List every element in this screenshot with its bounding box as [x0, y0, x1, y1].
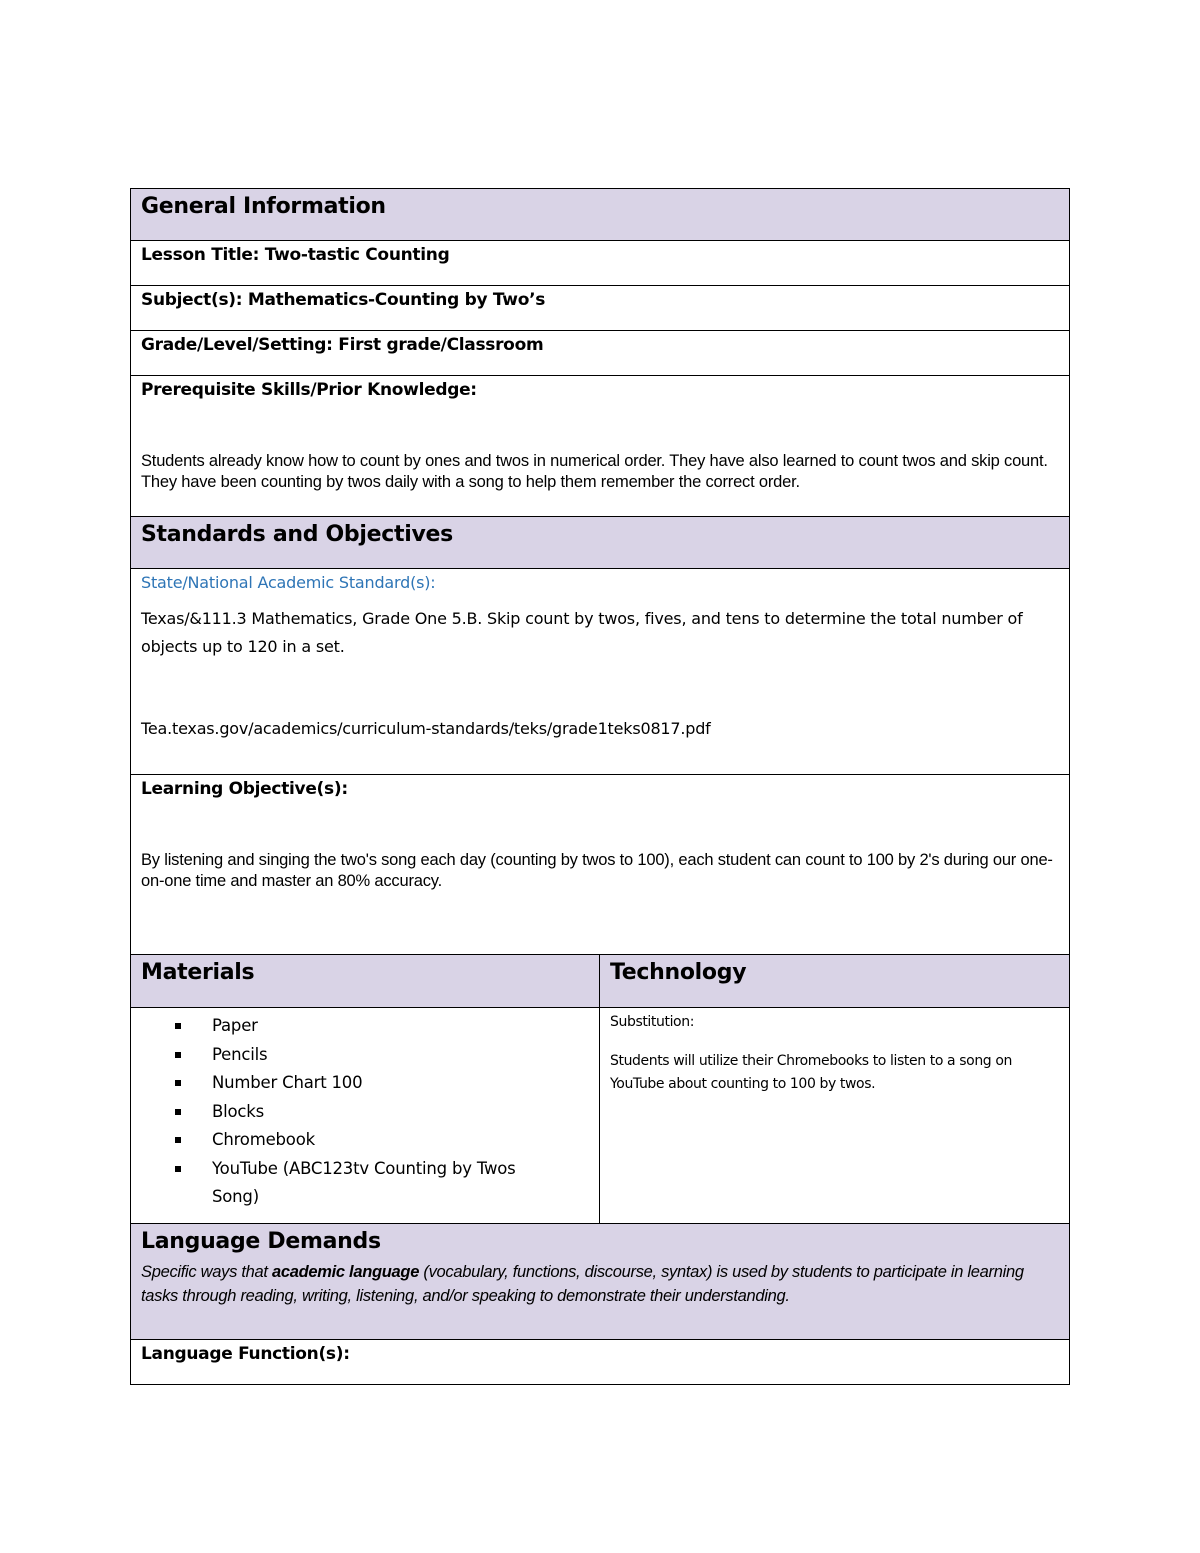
- prerequisite-label: Prerequisite Skills/Prior Knowledge:: [141, 380, 477, 400]
- section-title: General Information: [141, 194, 386, 219]
- language-demands-description: Specific ways that academic language (vocabulary, functions, discourse, syntax) is used by students to participate in learning tasks through reading, writing, listening, and/or speaking to demonstrate their understanding.: [141, 1263, 1024, 1305]
- materials-cell: [131, 1008, 600, 1223]
- learning-objective-text: By listening and singing the two's song each day (counting by twos to 100), each student can count to 100 by 2's during our one-on-one time and master an 80% accuracy.: [141, 851, 1053, 890]
- technology-label: Substitution:: [610, 1014, 695, 1030]
- materials-header: [131, 955, 600, 1007]
- bullet-icon: [175, 1137, 181, 1143]
- language-demands-row: [131, 1224, 1069, 1340]
- grade-level-setting: Grade/Level/Setting: First grade/Classroom: [141, 335, 544, 355]
- list-item: Number Chart 100: [175, 1069, 599, 1098]
- technology-cell: [600, 1008, 1069, 1223]
- list-item: Chromebook: [175, 1126, 599, 1155]
- subjects: Subject(s): Mathematics-Counting by Two’s: [141, 290, 546, 310]
- state-standard-label: State/National Academic Standard(s):: [141, 573, 436, 592]
- lesson-plan-table: [130, 188, 1070, 1385]
- section-title: Technology: [610, 960, 747, 985]
- learning-objective-label: Learning Objective(s):: [141, 779, 348, 799]
- list-item: Paper: [175, 1012, 599, 1041]
- prerequisite-row: [131, 376, 1069, 517]
- section-title: Language Demands: [141, 1229, 381, 1254]
- materials-technology-header: [131, 955, 1069, 1008]
- language-function-row: [131, 1340, 1069, 1384]
- grade-row: [131, 331, 1069, 376]
- list-item: Pencils: [175, 1041, 599, 1070]
- subjects-row: [131, 286, 1069, 331]
- bullet-icon: [175, 1023, 181, 1029]
- section-title: Materials: [141, 960, 255, 985]
- bullet-icon: [175, 1080, 181, 1086]
- materials-technology-row: [131, 1008, 1069, 1224]
- bullet-icon: [175, 1109, 181, 1115]
- materials-list: [131, 1012, 599, 1212]
- lesson-title-row: [131, 241, 1069, 286]
- technology-text: Students will utilize their Chromebooks to listen to a song on YouTube about counting to 100 by twos.: [610, 1053, 1012, 1092]
- list-item: YouTube (ABC123tv Counting by Twos Song): [175, 1155, 599, 1212]
- prerequisite-text: Students already know how to count by ones and twos in numerical order. They have also learned to count twos and skip count. They have been counting by twos daily with a song to help them remember the correct order.: [141, 452, 1048, 491]
- technology-header: [600, 955, 1069, 1007]
- standard-text: Texas/&111.3 Mathematics, Grade One 5.B. Skip count by twos, fives, and tens to determine the total number of objects up to 120 in a set.: [141, 609, 1023, 656]
- section-title: Standards and Objectives: [141, 522, 453, 547]
- list-item: Blocks: [175, 1098, 599, 1127]
- bullet-icon: [175, 1166, 181, 1172]
- standards-row: [131, 569, 1069, 775]
- general-information-header: [131, 189, 1069, 241]
- bullet-icon: [175, 1052, 181, 1058]
- learning-objectives-row: [131, 775, 1069, 955]
- standards-objectives-header: [131, 517, 1069, 569]
- lesson-title: Lesson Title: Two-tastic Counting: [141, 245, 450, 265]
- standard-link[interactable]: Tea.texas.gov/academics/curriculum-standards/teks/grade1teks0817.pdf: [141, 719, 711, 738]
- language-function-label: Language Function(s):: [141, 1344, 350, 1364]
